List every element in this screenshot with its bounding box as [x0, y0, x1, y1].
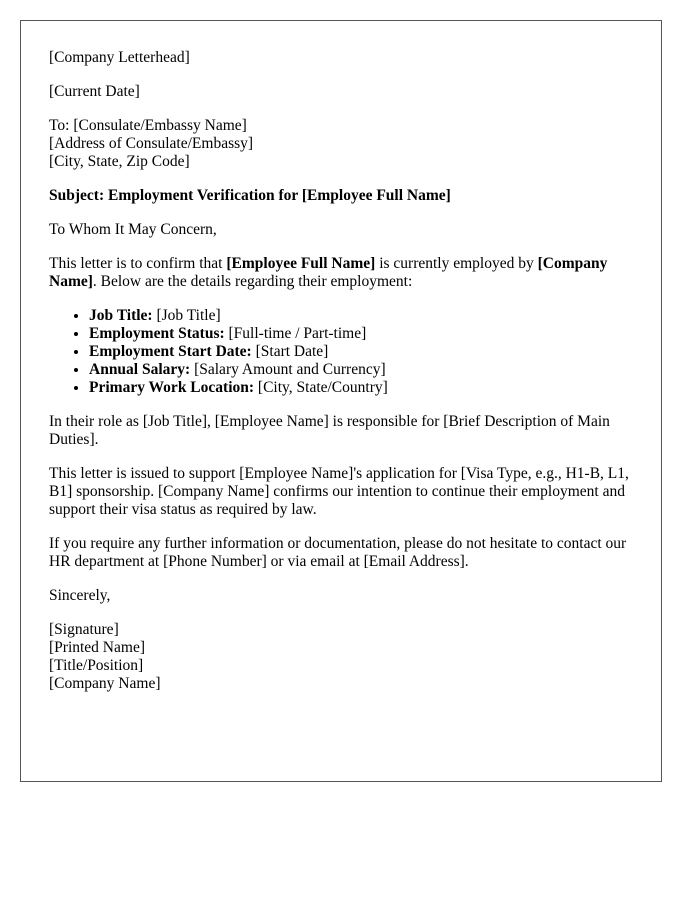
- letter-subject: Subject: Employment Verification for [Employee Full Name]: [49, 187, 451, 204]
- printed-name: [Printed Name]: [49, 639, 145, 656]
- detail-label: Job Title:: [89, 307, 153, 324]
- detail-work-location: [89, 379, 633, 397]
- contact-paragraph: If you require any further information or documentation, please do not hesitate to contact our HR department at [Phone Number] or via email at [Email Address].: [49, 535, 627, 570]
- company-letterhead: [Company Letterhead]: [49, 49, 190, 66]
- signature-line: [Signature]: [49, 621, 119, 638]
- signature-block: [49, 621, 633, 693]
- intro-company-name: [Company Name]: [49, 255, 608, 290]
- employment-details-list: [49, 307, 633, 397]
- recipient-street: [Address of Consulate/Embassy]: [49, 135, 254, 152]
- role-paragraph: In their role as [Job Title], [Employee Name] is responsible for [Brief Description of Main Duties].: [49, 413, 610, 448]
- detail-value: [Job Title]: [152, 307, 221, 324]
- intro-employee-name: [Employee Full Name]: [226, 255, 376, 272]
- detail-value: [Start Date]: [251, 343, 329, 360]
- title-position: [Title/Position]: [49, 657, 144, 674]
- letter-date: [Current Date]: [49, 83, 140, 100]
- detail-value: [Salary Amount and Currency]: [190, 361, 386, 378]
- recipient-name: To: [Consulate/Embassy Name]: [49, 117, 247, 134]
- recipient-city: [City, State, Zip Code]: [49, 153, 190, 170]
- intro-text-1: This letter is to confirm that: [49, 255, 227, 272]
- recipient-address: [49, 117, 633, 171]
- intro-text-2: is currently employed by: [375, 255, 538, 272]
- detail-employment-status: [89, 325, 633, 343]
- signature-company: [Company Name]: [49, 675, 161, 692]
- detail-job-title: [89, 307, 633, 325]
- detail-start-date: [89, 343, 633, 361]
- intro-text-3: . Below are the details regarding their employment:: [92, 273, 413, 290]
- closing: Sincerely,: [49, 587, 111, 604]
- support-paragraph: This letter is issued to support [Employee Name]'s application for [Visa Type, e.g., H1-B, L1, B1] sponsorship. [Company Name] confirms our intention to continue their employment and support their visa status as required by law.: [49, 465, 629, 518]
- detail-label: Primary Work Location:: [89, 379, 255, 396]
- intro-paragraph: [49, 255, 633, 291]
- detail-label: Annual Salary:: [89, 361, 191, 378]
- detail-value: [City, State/Country]: [254, 379, 388, 396]
- detail-annual-salary: [89, 361, 633, 379]
- detail-label: Employment Start Date:: [89, 343, 252, 360]
- letter-document: [20, 20, 662, 782]
- detail-value: [Full-time / Part-time]: [224, 325, 367, 342]
- salutation: To Whom It May Concern,: [49, 221, 217, 238]
- detail-label: Employment Status:: [89, 325, 225, 342]
